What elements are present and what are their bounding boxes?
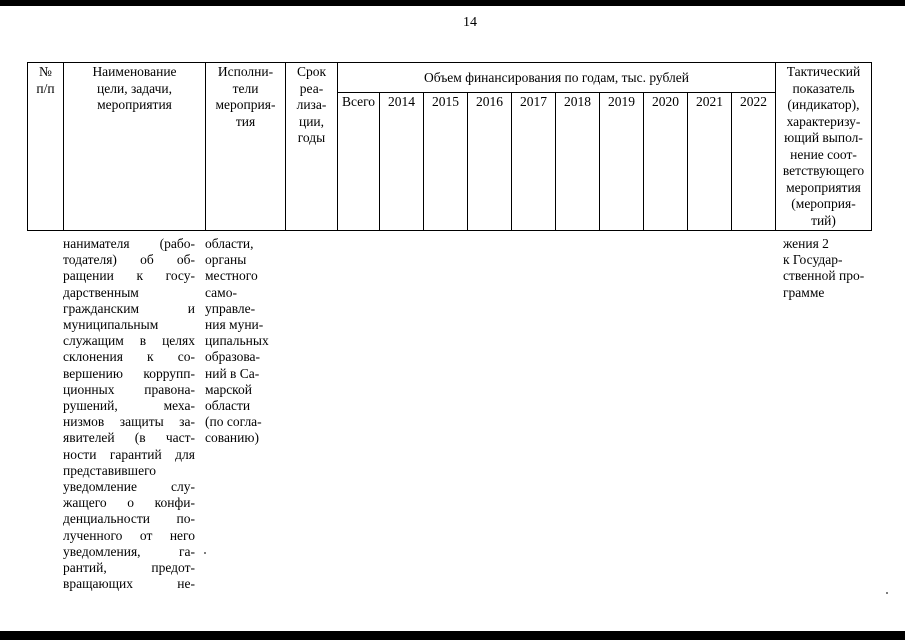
body-name-column	[63, 236, 195, 592]
scan-speck	[886, 592, 888, 594]
scan-speck	[204, 552, 206, 554]
header-year	[424, 93, 468, 231]
name-line: рушений, меха-	[63, 398, 195, 414]
header-year-text: 2019	[608, 94, 635, 109]
name-line: муниципальным	[63, 317, 159, 333]
executor-line: само-	[205, 284, 237, 300]
top-border	[0, 0, 905, 6]
header-year	[512, 93, 556, 231]
header-year	[556, 93, 600, 231]
header-year-text: 2021	[696, 94, 723, 109]
executor-line: (по согла-	[205, 414, 262, 430]
name-line: рантий, предот-	[63, 560, 195, 576]
name-line: дарственным	[63, 284, 139, 300]
executor-line: органы	[205, 252, 247, 268]
executor-line: управле-	[205, 300, 256, 316]
bottom-border	[0, 631, 905, 640]
page-number: 14	[463, 15, 477, 30]
header-name	[64, 63, 206, 231]
header-indicator-text: Тактический показатель (индикатор), характеризу- ющий выпол- нение соот- ветствующего мероприятия (мероприя- тий)	[782, 64, 865, 228]
header-year	[600, 93, 644, 231]
name-line: явителей (в част-	[63, 430, 195, 446]
header-funding-text: Объем финансирования по годам, тыс. рублей	[424, 69, 689, 85]
header-funding	[338, 63, 776, 93]
name-line: уведомление слу-	[63, 479, 195, 495]
header-term	[286, 63, 338, 231]
header-number	[28, 63, 64, 231]
name-line: служащим в целях	[63, 333, 195, 349]
header-year	[468, 93, 512, 231]
name-line: нанимателя (рабо-	[63, 236, 195, 251]
name-line: уведомления, га-	[63, 543, 195, 559]
header-year-text: 2016	[476, 94, 503, 109]
name-line: представившего	[63, 462, 157, 478]
body-indicator-column	[783, 236, 883, 301]
name-line: вершению коррупп-	[63, 365, 195, 381]
executor-line: ципальных	[205, 333, 269, 349]
executor-line: сованию)	[205, 430, 259, 446]
header-year-text: 2014	[388, 94, 415, 109]
name-line: тодателя) об об-	[63, 252, 195, 268]
name-line: вращающих не-	[63, 576, 195, 592]
executor-line: ний в Са-	[205, 365, 260, 381]
name-line: ционных правона-	[63, 381, 195, 397]
header-year-text: 2018	[564, 94, 591, 109]
header-year-text: 2022	[740, 94, 767, 109]
executor-line: образова-	[205, 349, 261, 365]
executor-line: области	[205, 398, 251, 414]
header-year-text: 2020	[652, 94, 679, 109]
executor-line: области,	[205, 236, 254, 251]
header-executors-text: Исполни- тели мероприя- тия	[215, 64, 276, 129]
header-number-text: № п/п	[36, 64, 55, 96]
body-executors-column	[205, 236, 281, 447]
header-year	[644, 93, 688, 231]
header-total-text: Всего	[341, 94, 376, 109]
indicator-line: к Государ-	[783, 252, 843, 268]
table-header	[27, 62, 872, 231]
executor-line: ния муни-	[205, 317, 264, 333]
header-indicator	[776, 63, 872, 231]
header-year	[732, 93, 776, 231]
header-name-text: Наименование цели, задачи, мероприятия	[92, 64, 177, 112]
header-year	[688, 93, 732, 231]
name-line: лученного от него	[63, 527, 195, 543]
name-line: жащего о конфи-	[63, 495, 195, 511]
indicator-line: грамме	[783, 284, 825, 300]
header-year-text: 2015	[432, 94, 459, 109]
header-term-text: Срок реа- лиза- ции, годы	[296, 64, 327, 145]
executor-line: местного	[205, 268, 258, 284]
name-line: склонения к со-	[63, 349, 195, 365]
name-line: денциальности по-	[63, 511, 195, 527]
executor-line: марской	[205, 381, 253, 397]
header-year	[380, 93, 424, 231]
header-year-text: 2017	[520, 94, 547, 109]
header-total	[338, 93, 380, 231]
indicator-line: ственной про-	[783, 268, 865, 284]
name-line: ращении к госу-	[63, 268, 195, 284]
header-executors	[206, 63, 286, 231]
name-line: ности гарантий для	[63, 446, 195, 462]
name-line: гражданским и	[63, 300, 195, 316]
name-line: низмов защиты за-	[63, 414, 195, 430]
indicator-line: жения 2	[783, 236, 829, 251]
